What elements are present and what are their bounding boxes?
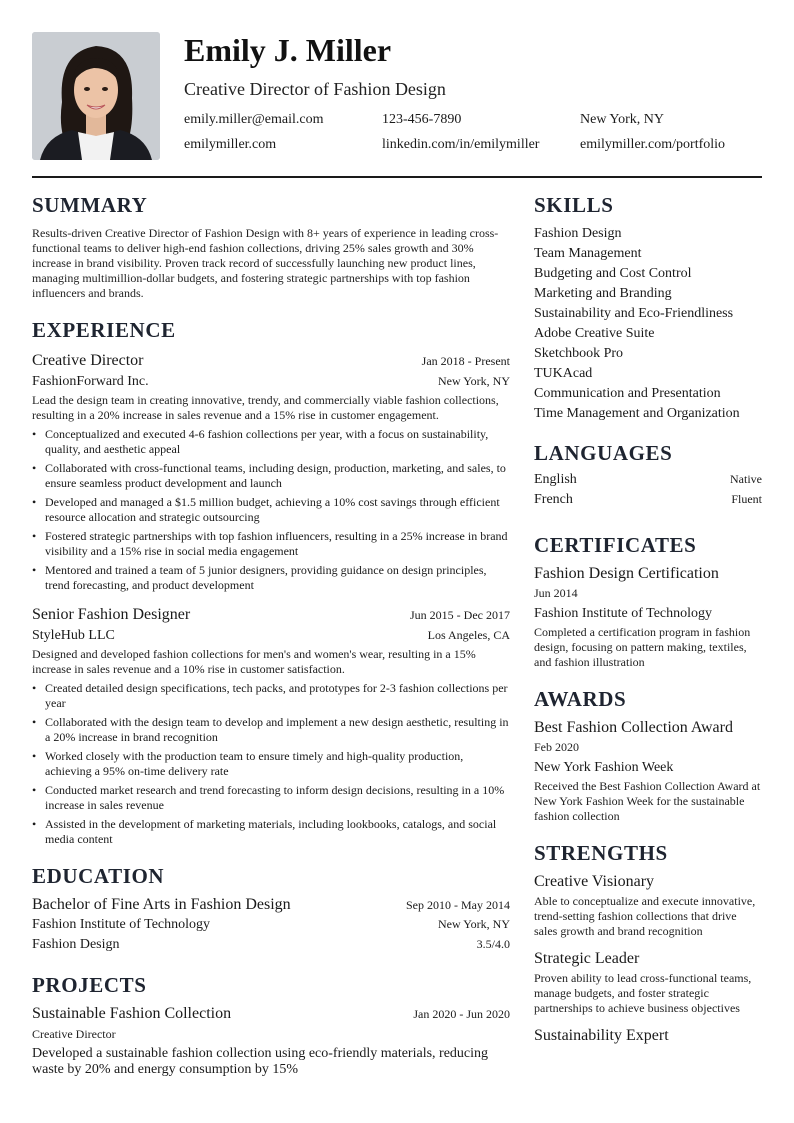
education-gpa: 3.5/4.0 (476, 937, 510, 951)
skill-item: Time Management and Organization (534, 406, 740, 421)
job-bullet: • Fostered strategic partnerships with top fashion influencers, resulting in a 25% increase in brand visibility and a 15% rise in social media engagement (32, 529, 510, 559)
certificates-section (534, 532, 762, 670)
job-company-row (32, 627, 510, 645)
skill-item: TUKAcad (534, 366, 593, 381)
contact-grid (184, 110, 762, 154)
project-name: Sustainable Fashion Collection (32, 1005, 232, 1022)
experience-heading: EXPERIENCE (32, 318, 176, 342)
contact-location: New York, NY (580, 112, 665, 127)
portrait-icon (32, 32, 160, 160)
contact-email[interactable]: emily.miller@email.com (184, 112, 324, 127)
skill-item: Marketing and Branding (534, 286, 672, 301)
summary-section (32, 192, 510, 301)
resume-header (32, 32, 762, 160)
strengths-section (534, 840, 762, 1046)
award-date: Feb 2020 (534, 740, 579, 754)
header-divider (32, 176, 762, 178)
certificate-name: Fashion Design Certification (534, 565, 719, 582)
skill-item: Team Management (534, 246, 642, 261)
language-level: Fluent (731, 492, 762, 506)
skill-item: Sketchbook Pro (534, 346, 624, 361)
language-name: English (534, 472, 577, 487)
skills-heading: SKILLS (534, 193, 614, 217)
left-column (32, 192, 510, 1078)
strength-name: Strategic Leader (534, 950, 640, 967)
job-bullet: • Collaborated with cross-functional teams, including design, production, marketing, and sales, to ensure seamless product development and launch (32, 461, 510, 491)
skill-item: Fashion Design (534, 226, 622, 241)
project-role: Creative Director (32, 1027, 116, 1041)
language-name: French (534, 492, 573, 507)
strength-description: Able to conceptualize and execute innovative, trend-setting fashion collections that drive sales growth and brand recognition (534, 894, 756, 938)
project-dates: Jan 2020 - Jun 2020 (413, 1007, 510, 1021)
education-section (32, 863, 510, 954)
job-header (32, 605, 510, 625)
job-title: Creative Director of Fashion Design (184, 79, 446, 99)
education-dates: Sep 2010 - May 2014 (406, 898, 510, 912)
language-item (534, 472, 762, 492)
certificates-heading: CERTIFICATES (534, 533, 697, 557)
job-bullet: • Assisted in the development of marketing materials, including lookbooks, catalogs, and social media content (32, 817, 510, 847)
job-entry (32, 605, 510, 847)
job-company: StyleHub LLC (32, 628, 115, 643)
project-description: Developed a sustainable fashion collection using eco-friendly materials, reducing waste by 20% and energy consumption by 15% (32, 1046, 489, 1077)
experience-section (32, 317, 510, 847)
awards-heading: AWARDS (534, 687, 627, 711)
contact-linkedin[interactable]: linkedin.com/in/emilymiller (382, 137, 540, 152)
skills-list (534, 224, 762, 424)
award-name: Best Fashion Collection Award (534, 719, 733, 736)
education-degree: Bachelor of Fine Arts in Fashion Design (32, 896, 291, 913)
language-level: Native (730, 472, 762, 486)
languages-section (534, 440, 762, 512)
languages-heading: LANGUAGES (534, 441, 673, 465)
strength-description: Proven ability to lead cross-functional teams, manage budgets, and foster strategic partnerships to achieve business objectives (534, 971, 752, 1015)
education-field-row (32, 936, 510, 954)
job-bullet: • Created detailed design specifications, tech packs, and prototypes for 2-3 fashion collections per year (32, 681, 510, 711)
strength-name: Sustainability Expert (534, 1027, 669, 1044)
job-bullet: • Collaborated with the design team to develop and implement a new design aesthetic, resulting in a 20% increase in brand recognition (32, 715, 510, 745)
contact-portfolio[interactable]: emilymiller.com/portfolio (580, 137, 726, 152)
job-company-row (32, 373, 510, 391)
contact-phone[interactable]: 123-456-7890 (382, 112, 462, 127)
project-header (32, 1004, 510, 1024)
education-heading: EDUCATION (32, 864, 165, 888)
job-bullets (32, 681, 510, 847)
education-school: Fashion Institute of Technology (32, 917, 211, 932)
certificate-date: Jun 2014 (534, 586, 578, 600)
job-bullet: • Conceptualized and executed 4-6 fashion collections per year, with a focus on sustainability, quality, and aesthetic appeal (32, 427, 510, 457)
summary-text: Results-driven Creative Director of Fashion Design with 8+ years of experience in leading cross-functional teams to deliver high-end fashion collections, driving 25% sales growth and 30% increase in brand visibility. Proven track record of successfully launching new product lines, managing multimillion-dollar budgets, and fostering strategic partnerships with top fashion influencers and brands. (32, 226, 499, 300)
job-description: Designed and developed fashion collections for men's and women's wear, resulting in a 15% increase in sales revenue and a 10% rise in customer satisfaction. (32, 647, 476, 676)
skill-item: Budgeting and Cost Control (534, 266, 692, 281)
job-entry (32, 351, 510, 593)
education-school-row (32, 916, 510, 934)
job-bullet: • Mentored and trained a team of 5 junior designers, providing guidance on design principles, trend forecasting, and product development (32, 563, 510, 593)
job-location: Los Angeles, CA (427, 628, 510, 642)
job-dates: Jun 2015 - Dec 2017 (410, 608, 510, 622)
skill-item: Communication and Presentation (534, 386, 721, 401)
summary-heading: SUMMARY (32, 193, 148, 217)
language-item (534, 492, 762, 512)
award-issuer: New York Fashion Week (534, 760, 674, 775)
awards-section (534, 686, 762, 824)
job-bullet: • Worked closely with the production team to ensure timely and high-quality production, achieving a 95% on-time delivery rate (32, 749, 510, 779)
skills-section (534, 192, 762, 424)
award-description: Received the Best Fashion Collection Award at New York Fashion Week for the sustainable fashion collection (534, 779, 761, 823)
job-dates: Jan 2018 - Present (421, 354, 510, 368)
job-bullet: • Conducted market research and trend forecasting to inform design decisions, resulting in a 10% increase in sales revenue (32, 783, 510, 813)
projects-heading: PROJECTS (32, 973, 147, 997)
job-header (32, 351, 510, 371)
skill-item: Adobe Creative Suite (534, 326, 655, 341)
certificate-description: Completed a certification program in fashion design, focusing on pattern making, textiles, and fashion illustration (534, 625, 751, 669)
job-bullet: • Developed and managed a $1.5 million budget, achieving a 10% cost savings through efficient resource allocation and strategic outsourcing (32, 495, 510, 525)
profile-photo (32, 32, 160, 160)
strengths-heading: STRENGTHS (534, 841, 668, 865)
contact-website[interactable]: emilymiller.com (184, 137, 277, 152)
languages-list (534, 472, 762, 512)
job-role: Senior Fashion Designer (32, 606, 191, 623)
job-location: New York, NY (437, 374, 510, 388)
certificate-issuer: Fashion Institute of Technology (534, 606, 713, 621)
job-bullets (32, 427, 510, 593)
right-column (534, 192, 762, 1046)
job-role: Creative Director (32, 352, 144, 369)
projects-section (32, 972, 510, 1078)
education-degree-row (32, 895, 510, 915)
education-location: New York, NY (437, 917, 510, 931)
strength-name: Creative Visionary (534, 873, 655, 890)
skill-item: Sustainability and Eco-Friendliness (534, 306, 734, 321)
education-field: Fashion Design (32, 937, 120, 952)
job-description: Lead the design team in creating innovative, trendy, and commercially viable fashion collections, resulting in a 20% increase in sales revenue and a 15% rise in customer engagement. (32, 393, 499, 422)
job-company: FashionForward Inc. (32, 374, 149, 389)
candidate-name: Emily J. Miller (184, 32, 392, 68)
